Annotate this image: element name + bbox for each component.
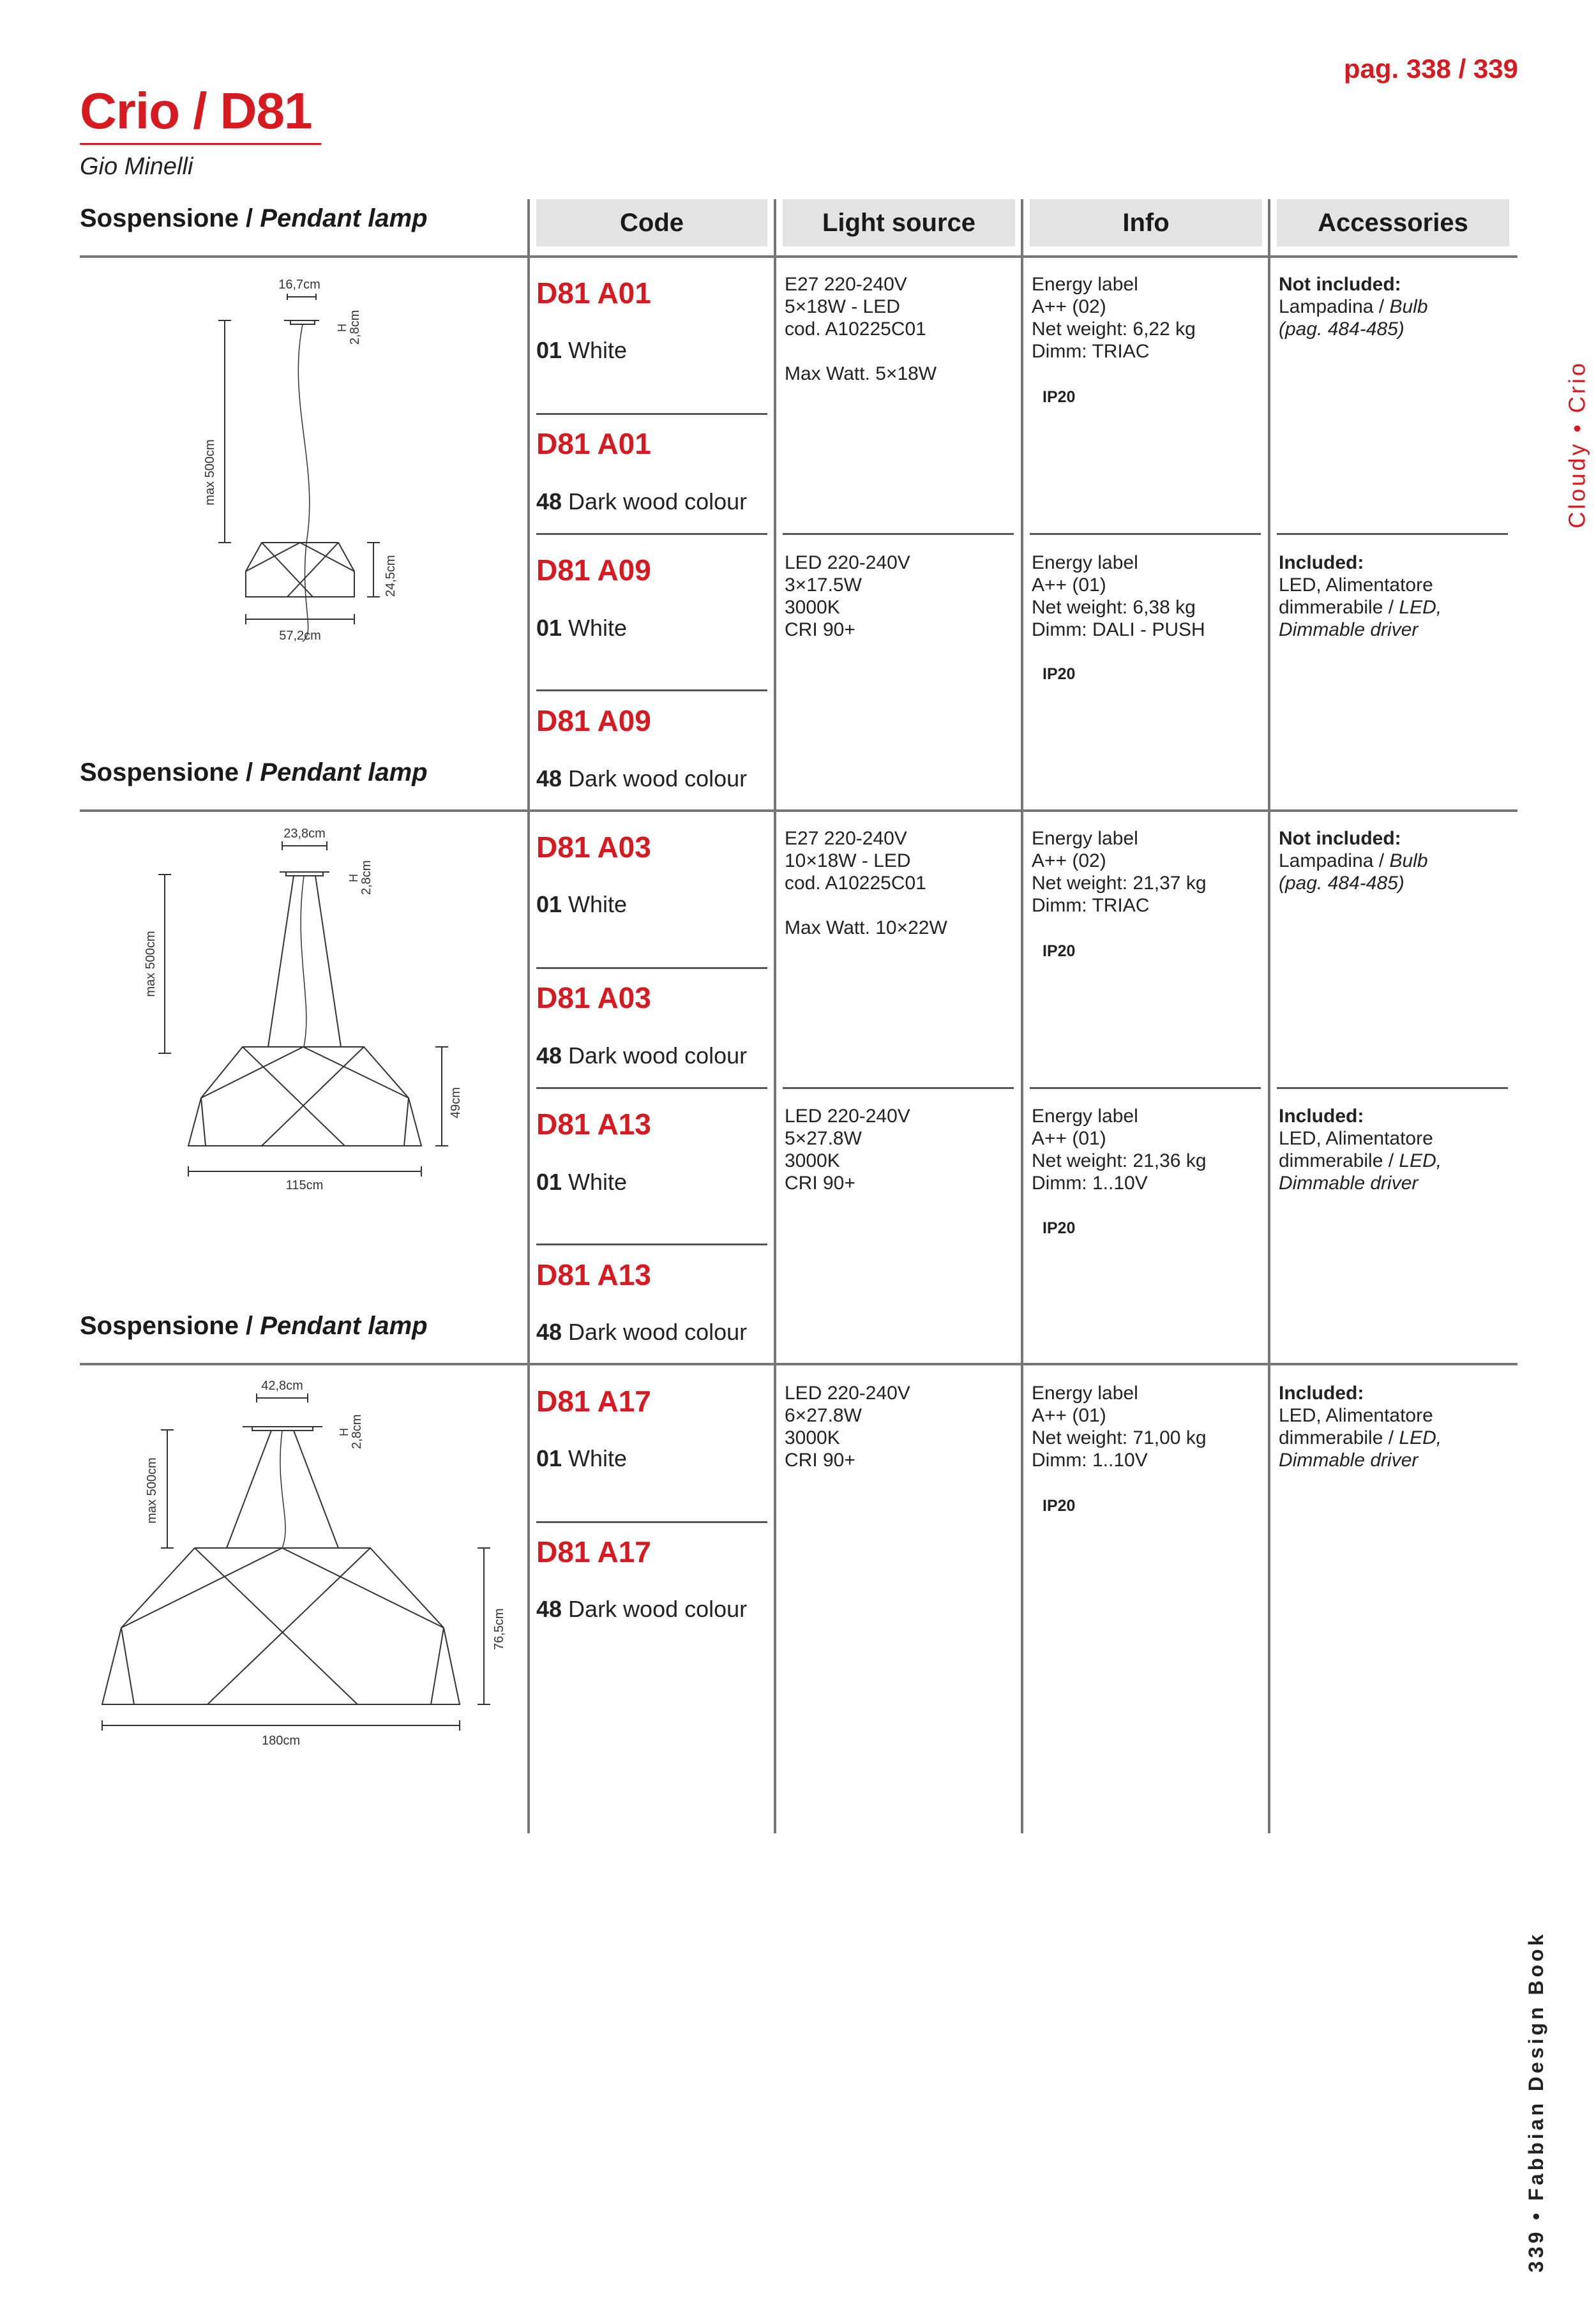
svg-text:42,8cm: 42,8cm [261,1379,303,1393]
title-underline [80,143,321,145]
side-category-label: Cloudy • Crio [1564,361,1590,529]
svg-text:115cm: 115cm [285,1178,324,1192]
group-divider [1277,533,1508,535]
ip-rating: IP20 [1043,1497,1076,1515]
section-2-label: Sospensione / Pendant lamp [80,758,428,786]
code-divider [536,413,767,415]
finish-variant: 01 White [536,1169,628,1195]
product-code: D81 A03 [536,981,651,1014]
code-divider [536,689,767,691]
group-divider [536,533,767,535]
header-info: Info [1030,199,1262,246]
light-source-info: E27 220-240V 5×18W - LED cod. A10225C01 Max Watt. 5×18W [785,274,937,384]
footer-book-label: 339 • Fabbian Design Book [1524,1931,1547,2273]
light-source-info: E27 220-240V 10×18W - LED cod. A10225C01 Max Watt. 10×22W [785,828,947,938]
product-code: D81 A17 [536,1385,651,1418]
product-code: D81 A13 [536,1258,651,1291]
svg-text:H: H [347,874,360,882]
designer-name: Gio Minelli [80,153,193,180]
svg-text:2,8cm: 2,8cm [350,1414,364,1449]
svg-text:76,5cm: 76,5cm [492,1608,506,1650]
product-code: D81 A09 [536,553,651,587]
header-code: Code [536,199,767,246]
group-divider [783,1087,1014,1089]
product-info: Energy label A++ (02) Net weight: 21,37 kg Dimm: TRIAC [1032,828,1207,916]
svg-text:max 500cm: max 500cm [145,1457,159,1524]
finish-variant: 01 White [536,891,628,917]
dim-top-width: 16,7cm [278,278,320,292]
svg-text:49cm: 49cm [449,1087,463,1118]
group-divider [1030,1087,1261,1089]
section-3-label: Sospensione / Pendant lamp [80,1312,428,1340]
ip-rating: IP20 [1043,942,1076,960]
light-source-info: LED 220-240V 6×27.8W 3000K CRI 90+ [785,1383,910,1471]
dim-max-length: max 500cm [203,439,217,506]
dim-canopy: 2,8cm [348,310,362,345]
product-info: Energy label A++ (01) Net weight: 71,00 kg Dimm: 1..10V [1032,1383,1207,1471]
group-divider [536,1087,767,1089]
dim-shade-height: 24,5cm [384,555,398,597]
product-code: D81 A01 [536,276,651,310]
section-2-lamp-drawing [140,823,498,1200]
svg-text:23,8cm: 23,8cm [283,827,326,841]
product-code: D81 A17 [536,1535,651,1568]
column-divider [527,199,530,1833]
ip-rating: IP20 [1043,388,1076,406]
ip-rating: IP20 [1043,665,1076,683]
row-divider [80,255,1517,258]
group-divider [1277,1087,1508,1089]
page-title: Crio / D81 [80,82,312,139]
product-code: D81 A03 [536,830,651,864]
dim-shade-width: 57,2cm [279,629,321,643]
accessories-info: Not included: Lampadina / Bulb (pag. 484-485) [1279,274,1428,340]
svg-text:180cm: 180cm [261,1734,301,1748]
group-divider [783,533,1014,535]
product-code: D81 A09 [536,704,651,737]
accessories-info: Not included: Lampadina / Bulb (pag. 484-485) [1279,828,1428,894]
product-info: Energy label A++ (01) Net weight: 6,38 kg Dimm: DALI - PUSH [1032,552,1205,640]
row-divider [80,1363,1517,1365]
finish-variant: 48 Dark wood colour [536,488,748,515]
finish-variant: 01 White [536,615,628,641]
column-divider [1268,199,1270,1833]
code-divider [536,967,767,969]
svg-text:max 500cm: max 500cm [144,931,158,997]
section-1-label: Sospensione / Pendant lamp [80,204,428,232]
finish-variant: 01 White [536,1445,628,1471]
finish-variant: 48 Dark wood colour [536,1596,748,1622]
svg-text:2,8cm: 2,8cm [359,860,373,895]
finish-variant: 48 Dark wood colour [536,765,748,792]
row-divider [80,809,1517,812]
header-accessories: Accessories [1277,199,1509,246]
light-source-info: LED 220-240V 3×17.5W 3000K CRI 90+ [785,552,910,640]
accessories-info: Included: LED, Alimentatore dimmerabile / LED, Dimmable driver [1279,1106,1442,1194]
product-code: D81 A13 [536,1108,651,1141]
accessories-info: Included: LED, Alimentatore dimmerabile / LED, Dimmable driver [1279,552,1442,640]
product-info: Energy label A++ (02) Net weight: 6,22 kg Dimm: TRIAC [1032,274,1196,362]
section-3-lamp-drawing [89,1376,523,1752]
code-divider [536,1243,767,1245]
header-light-source: Light source [783,199,1015,246]
accessories-info: Included: LED, Alimentatore dimmerabile / LED, Dimmable driver [1279,1383,1442,1471]
finish-variant: 48 Dark wood colour [536,1319,748,1345]
section-1-lamp-shade [236,536,434,645]
svg-text:H: H [338,1428,350,1436]
dim-canopy-h: H [336,324,349,332]
column-divider [1021,199,1023,1833]
group-divider [1030,533,1261,535]
product-info: Energy label A++ (01) Net weight: 21,36 kg Dimm: 1..10V [1032,1106,1207,1194]
light-source-info: LED 220-240V 5×27.8W 3000K CRI 90+ [785,1106,910,1194]
ip-rating: IP20 [1043,1219,1076,1237]
page-reference: pag. 338 / 339 [1343,54,1518,84]
column-divider [774,199,776,1833]
code-divider [536,1521,767,1523]
finish-variant: 01 White [536,337,628,363]
product-code: D81 A01 [536,427,651,460]
finish-variant: 48 Dark wood colour [536,1042,748,1069]
